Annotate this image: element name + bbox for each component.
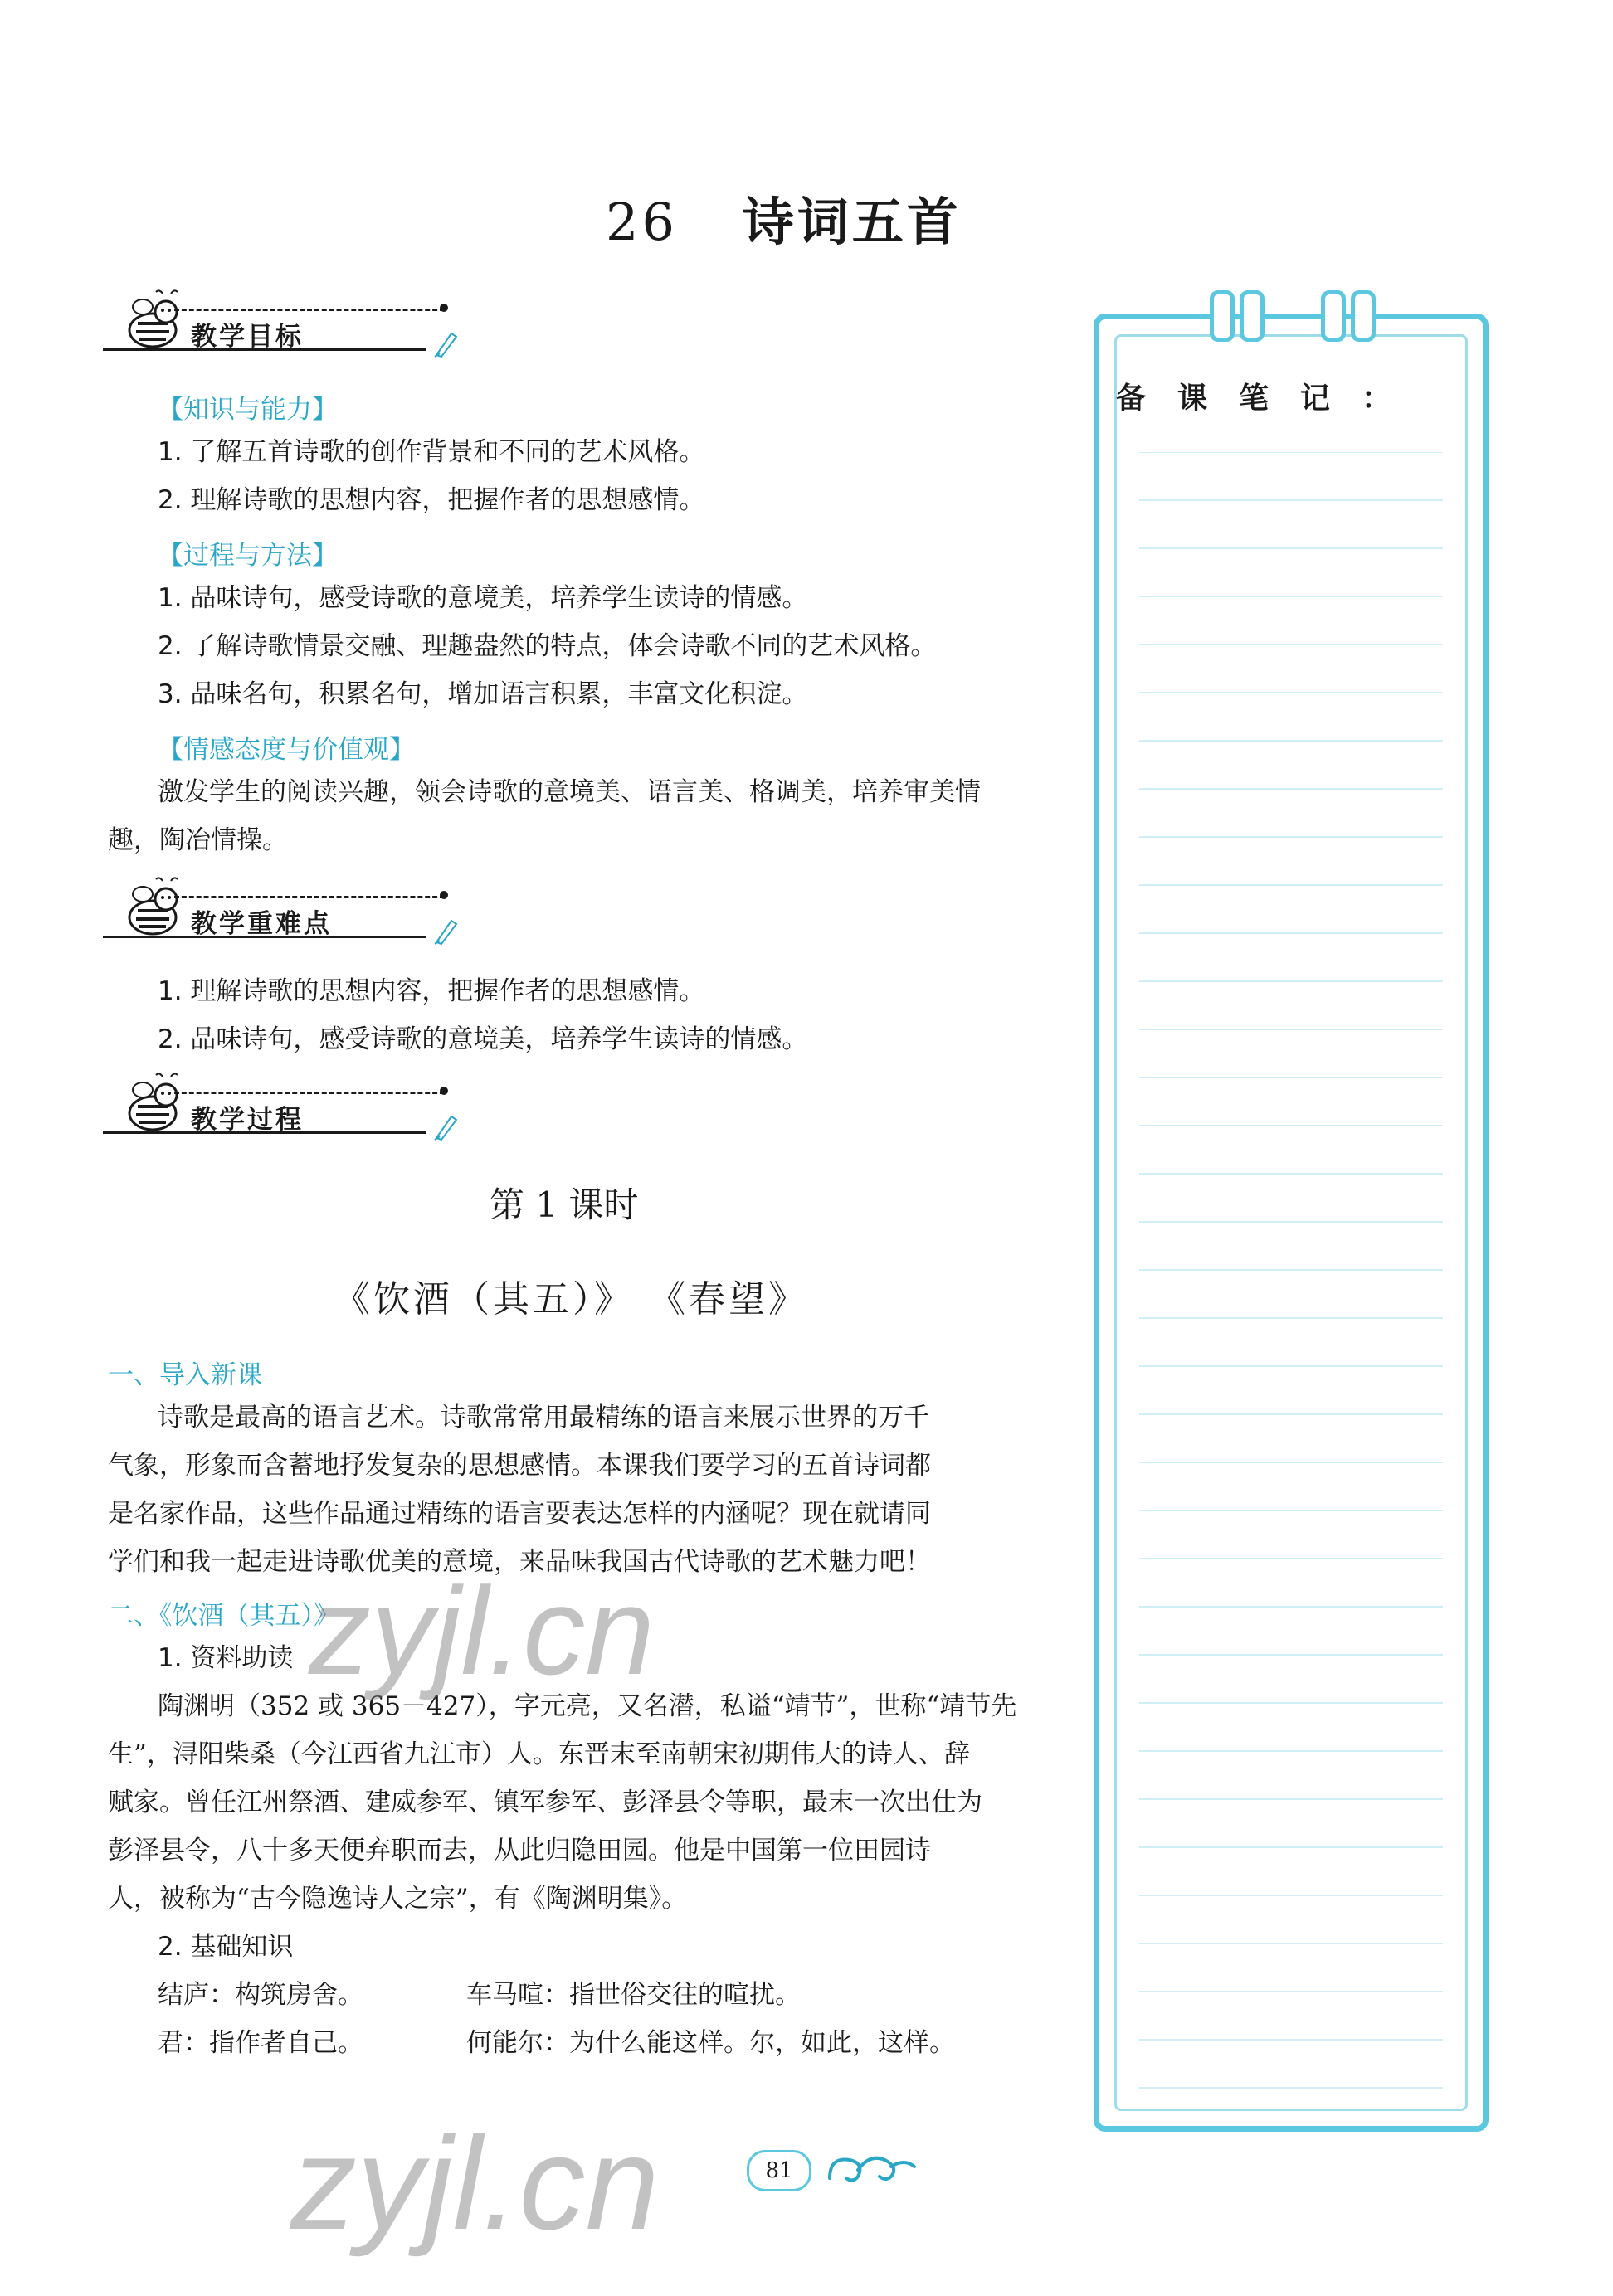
dashed-line [174, 309, 445, 311]
section-head-goals [100, 287, 365, 362]
section-label: 教学过程 [191, 1105, 304, 1135]
section-underline [103, 348, 426, 351]
bio-line-1: 陶渊明（352 或 365－427），字元亮，又名潜，私谥“靖节”，世称“靖节先 [158, 1691, 1017, 1721]
subhead-emotion: 【情感态度与价值观】 [158, 735, 415, 765]
drink-sub-2: 2. 基础知识 [158, 1932, 294, 1962]
lesson-title: 诗词五首 [742, 192, 962, 252]
intro-line-2: 气象，形象而含蓄地抒发复杂的思想感情。本课我们要学习的五首诗词都 [108, 1451, 931, 1481]
bio-line-3: 赋家。曾任江州祭酒、建威参军、镇军参军、彭泽县令等职，最末一次出仕为 [108, 1788, 982, 1817]
bio-line-2: 生”，浔阳柴桑（今江西省九江市）人。东晋末至南朝宋初期伟大的诗人、辞 [108, 1739, 970, 1769]
watermark-bottom: zyjl.cn [290, 2109, 660, 2257]
goal-p2: 2. 了解诗歌情景交融、理趣盎然的特点，体会诗歌不同的艺术风格。 [158, 631, 937, 661]
ring-binding [1321, 290, 1346, 342]
bee-icon [111, 874, 194, 941]
bee-icon [111, 1070, 194, 1136]
goal-p3: 3. 品味名句，积累名句，增加语言积累，丰富文化积淀。 [158, 679, 808, 709]
bee-icon [111, 287, 194, 353]
ring-binding [1210, 290, 1235, 342]
intro-line-4: 学们和我一起走进诗歌优美的意境，来品味我国古代诗歌的艺术魅力吧！ [108, 1547, 931, 1577]
gloss-1b: 车马喧：指世俗交往的喧扰。 [466, 1980, 801, 2010]
bio-line-5: 人，被称为“古今隐逸诗人之宗”，有《陶渊明集》。 [108, 1884, 688, 1914]
dot [440, 891, 448, 899]
intro-heading: 一、导入新课 [108, 1360, 262, 1390]
goal-e1a: 激发学生的阅读兴趣，领会诗歌的意境美、语言美、格调美，培养审美情 [158, 777, 981, 807]
notes-ruled-lines [1118, 452, 1464, 2111]
poems-heading: 《饮酒（其五）》 《春望》 [334, 1278, 808, 1321]
notes-title: 备课笔记： [1116, 382, 1424, 416]
dot [440, 304, 448, 312]
pen-icon [433, 916, 458, 946]
lesson-number: 26 [606, 192, 678, 252]
cloud-swirl-icon [821, 2145, 921, 2195]
ring-binding [1240, 290, 1265, 342]
section-underline [103, 1131, 426, 1134]
dashed-line [174, 896, 445, 898]
section-head-key [100, 874, 365, 949]
gloss-1a: 结庐：构筑房舍。 [158, 1980, 363, 2010]
ring-binding [1351, 290, 1376, 342]
drink-sub-1: 1. 资料助读 [158, 1643, 294, 1673]
drink-heading: 二、《饮酒（其五）》 [108, 1601, 339, 1631]
goal-k1: 1. 了解五首诗歌的创作背景和不同的艺术风格。 [158, 437, 705, 467]
goal-p1: 1. 品味诗句，感受诗歌的意境美，培养学生读诗的情感。 [158, 583, 808, 613]
section-label: 教学目标 [191, 322, 304, 352]
watermark-mid: zyjl.cn [309, 1561, 655, 1700]
key-2: 2. 品味诗句，感受诗歌的意境美，培养学生读诗的情感。 [158, 1024, 808, 1054]
section-label: 教学重难点 [191, 909, 332, 939]
intro-line-1: 诗歌是最高的语言艺术。诗歌常常用最精练的语言来展示世界的万千 [158, 1403, 929, 1433]
page-title [606, 181, 962, 255]
section-head-process [100, 1070, 365, 1145]
pen-icon [433, 328, 458, 358]
gloss-2a: 君：指作者自己。 [158, 2028, 363, 2058]
pen-icon [433, 1112, 458, 1141]
section-underline [103, 936, 426, 938]
page-number: 81 [747, 2150, 811, 2191]
subhead-knowledge: 【知识与能力】 [158, 395, 338, 425]
goal-k2: 2. 理解诗歌的思想内容，把握作者的思想感情。 [158, 485, 705, 515]
key-1: 1. 理解诗歌的思想内容，把握作者的思想感情。 [158, 976, 705, 1006]
subhead-process: 【过程与方法】 [158, 541, 338, 571]
lesson-heading: 第 1 课时 [490, 1184, 639, 1225]
bio-line-4: 彭泽县令，八十多天便弃职而去，从此归隐田园。他是中国第一位田园诗 [108, 1836, 931, 1866]
notes-panel [1094, 314, 1489, 2132]
goal-e1b: 趣，陶冶情操。 [108, 825, 288, 855]
intro-line-3: 是名家作品，这些作品通过精练的语言要表达怎样的内涵呢？现在就请同 [108, 1499, 931, 1529]
gloss-2b: 何能尔：为什么能这样。尔，如此，这样。 [466, 2028, 955, 2058]
dot [440, 1087, 448, 1095]
dashed-line [174, 1092, 445, 1094]
